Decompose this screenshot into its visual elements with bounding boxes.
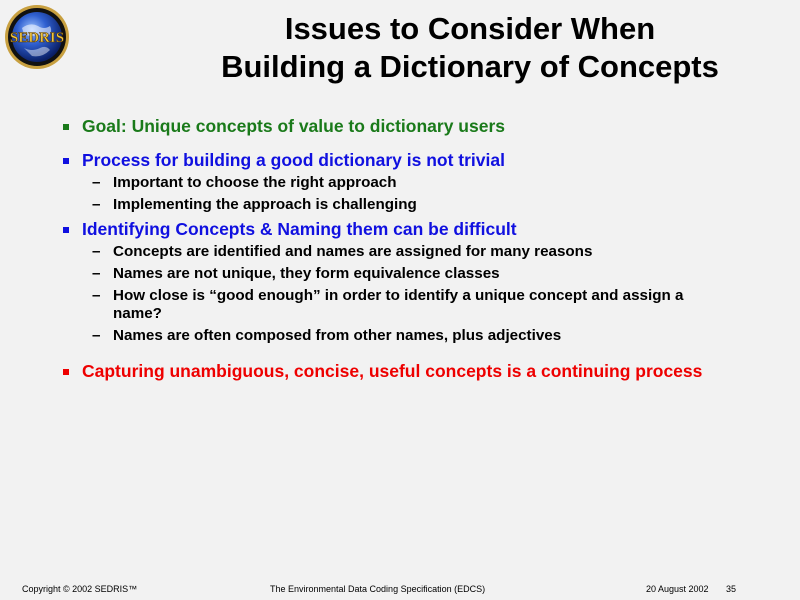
footer-page-number: 35 [726, 584, 737, 594]
square-bullet-icon [63, 158, 69, 164]
title-line-2: Building a Dictionary of Concepts [221, 49, 719, 84]
bullet-process: Process for building a good dictionary is not trivial [60, 150, 760, 170]
bullet-list [60, 116, 760, 381]
footer-copyright: Copyright © 2002 SEDRIS™ [22, 584, 138, 594]
footer-date: 20 August 2002 [646, 584, 709, 594]
sedris-logo [4, 4, 70, 70]
title-line-1: Issues to Consider When [284, 11, 656, 46]
sub-bullet: – Names are not unique, they form equivalence classes [92, 265, 500, 282]
square-bullet-icon [63, 369, 69, 375]
sub-bullet: – Implementing the approach is challenging [92, 196, 417, 213]
sub-bullet: – Concepts are identified and names are assigned for many reasons [92, 243, 593, 260]
sub-bullet: – How close is “good enough” in order to identify a unique concept and assign a name? [92, 287, 684, 322]
bullet-goal: Goal: Unique concepts of value to dictionary users [60, 116, 760, 136]
slide-title [140, 10, 800, 86]
bullet-capturing: Capturing unambiguous, concise, useful concepts is a continuing process [60, 361, 722, 381]
bullet-identifying: Identifying Concepts & Naming them can be difficult [60, 219, 760, 239]
sub-bullet: – Names are often composed from other names, plus adjectives [92, 327, 562, 344]
sub-bullet: – Important to choose the right approach [92, 174, 397, 191]
logo-text: SEDRIS [9, 30, 65, 46]
footer-spec-title: The Environmental Data Coding Specification (EDCS) [270, 584, 486, 594]
square-bullet-icon [63, 124, 69, 130]
square-bullet-icon [63, 227, 69, 233]
